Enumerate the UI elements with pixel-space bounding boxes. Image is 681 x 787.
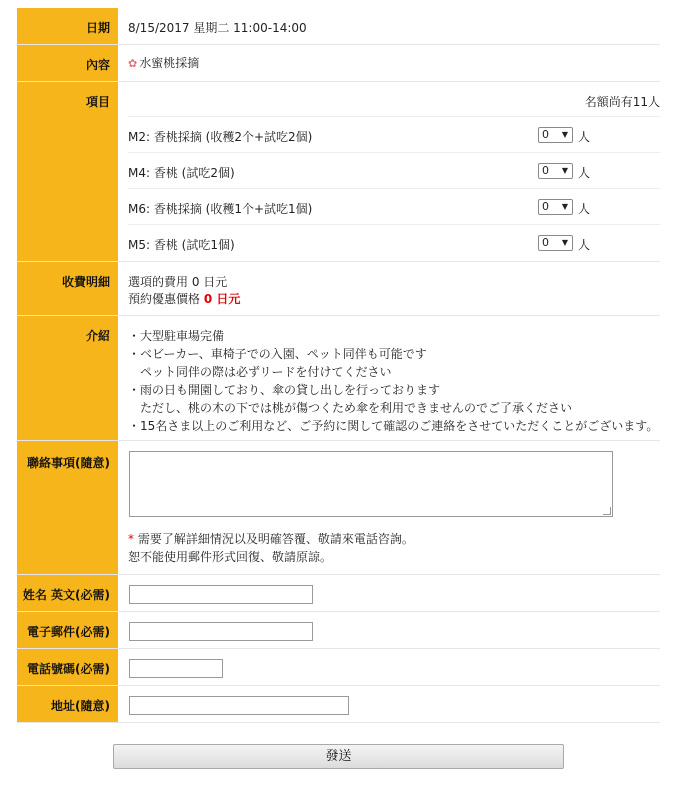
dropdown-arrow-icon: ▼ (561, 202, 568, 211)
unit-label: 人 (578, 238, 591, 252)
content-value: 水蜜桃採摘 (139, 56, 200, 70)
unit-label: 人 (578, 130, 591, 144)
items-label: 項目 (85, 95, 110, 109)
item-row (128, 224, 660, 261)
name-label: 姓名 英文(必需) (22, 588, 110, 602)
fees-row (17, 262, 660, 316)
item-name: M5: 香桃 (試吃1個) (128, 238, 235, 252)
submit-button[interactable]: 發送 (113, 744, 564, 769)
contact-textarea[interactable] (129, 451, 613, 517)
contact-label-cell (17, 441, 118, 574)
name-input[interactable] (129, 585, 313, 604)
date-label-cell (17, 8, 118, 44)
item-name: M4: 香桃 (試吃2個) (128, 166, 235, 180)
quantity-select[interactable]: 0 ▼ (538, 199, 573, 215)
date-value: 8/15/2017 星期二 11:00-14:00 (128, 21, 307, 35)
name-row (17, 575, 660, 612)
intro-line: ・15名さま以上のご利用など、ご予約に関して確認のご連絡をさせていただくことがございます。 (128, 419, 659, 433)
item-row (128, 152, 660, 189)
phone-row (17, 649, 660, 686)
peach-blossom-icon: ✿ (128, 57, 138, 70)
intro-line: ・雨の日も開園しており、傘の貸し出しを行っております (128, 383, 441, 397)
intro-label-cell (17, 316, 118, 440)
address-row (17, 686, 660, 723)
email-input[interactable] (129, 622, 313, 641)
address-input[interactable] (129, 696, 349, 715)
contact-note-1: 需要了解詳細情況以及明確答覆、敬請來電話咨詢。 (134, 532, 414, 546)
contact-row (17, 441, 660, 575)
content-row (17, 45, 660, 82)
email-label: 電子郵件(必需) (27, 625, 110, 639)
date-label: 日期 (85, 21, 110, 35)
content-label-cell (17, 45, 118, 81)
fees-label-cell (17, 262, 118, 315)
intro-line: ただし、桃の木の下では桃が傷つくため傘を利用できませんのでご了承ください (128, 401, 573, 415)
contact-label: 聯絡事項(隨意) (27, 456, 110, 470)
quantity-select[interactable]: 0 ▼ (538, 235, 573, 251)
phone-label-cell (17, 649, 118, 685)
required-mark: * (128, 532, 134, 546)
quantity-select[interactable]: 0 ▼ (538, 163, 573, 179)
unit-label: 人 (578, 202, 591, 216)
unit-label: 人 (578, 166, 591, 180)
date-row (17, 8, 660, 45)
intro-line: ・ベビーカー、車椅子での入園、ペット同伴も可能です (128, 347, 427, 361)
phone-label: 電話號碼(必需) (27, 662, 110, 676)
intro-label: 介紹 (85, 329, 110, 343)
selected-cost: 選項的費用 0 日元 (128, 275, 228, 289)
intro-line: ・大型駐車場完備 (128, 329, 225, 343)
item-name: M2: 香桃採摘 (收穫2个+試吃2個) (128, 130, 313, 144)
remaining-seats: 名額尚有11人 (584, 95, 660, 109)
dropdown-arrow-icon: ▼ (561, 238, 568, 247)
quantity-select[interactable]: 0 ▼ (538, 127, 573, 143)
item-row (128, 116, 660, 153)
discount-value: 0 日元 (203, 292, 241, 306)
dropdown-arrow-icon: ▼ (561, 166, 568, 175)
item-name: M6: 香桃採摘 (收穫1个+試吃1個) (128, 202, 313, 216)
discount-label: 預約優惠價格 (128, 292, 201, 306)
email-row (17, 612, 660, 649)
content-label: 內容 (85, 58, 110, 72)
item-row (128, 188, 660, 225)
resize-grip-icon[interactable] (603, 507, 611, 515)
email-label-cell (17, 612, 118, 648)
address-label: 地址(隨意) (51, 699, 110, 713)
intro-row (17, 316, 660, 441)
items-row (17, 82, 660, 262)
address-label-cell (17, 686, 118, 722)
fees-label: 收費明細 (61, 275, 110, 289)
name-label-cell (17, 575, 118, 611)
contact-note-2: 恕不能使用郵件形式回復、敬請原諒。 (128, 550, 333, 564)
dropdown-arrow-icon: ▼ (561, 130, 568, 139)
intro-line: ペット同伴の際は必ずリードを付けてください (128, 365, 392, 379)
phone-input[interactable] (129, 659, 223, 678)
items-label-cell (17, 82, 118, 261)
